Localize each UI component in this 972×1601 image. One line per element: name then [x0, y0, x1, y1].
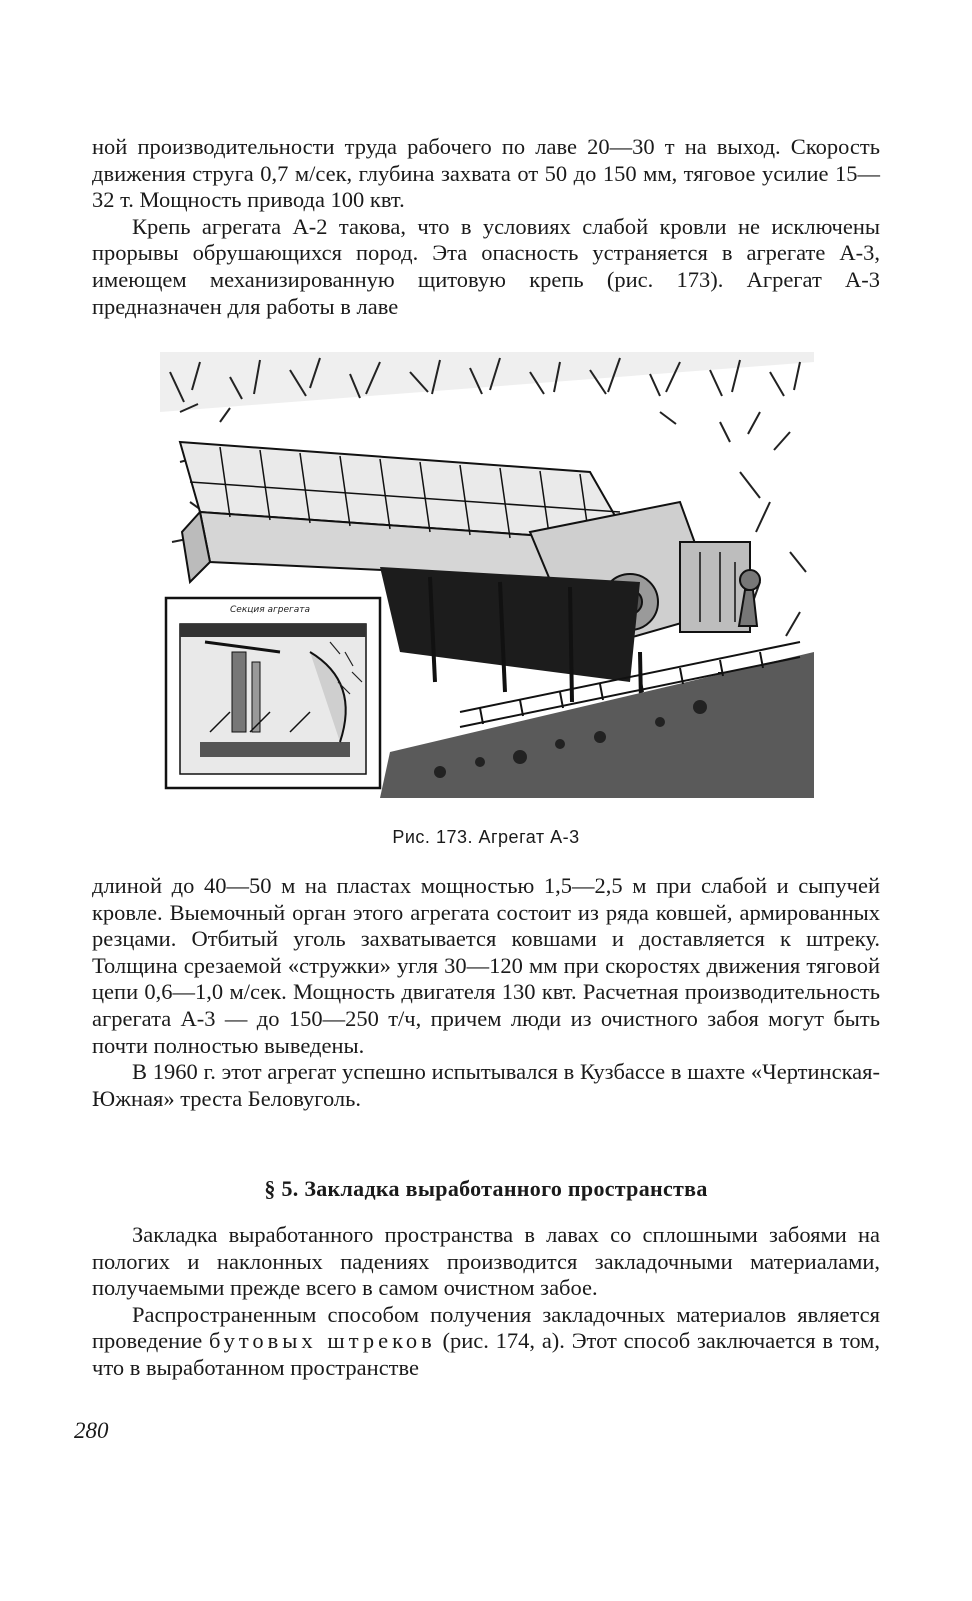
paragraph-end: (рис. 174, а). Этот способ заключается в том, что в выработанном пространстве [92, 1328, 881, 1380]
aggregate-a3-drawing [160, 352, 814, 798]
bottom-text-block [92, 1222, 880, 1382]
top-text-block [92, 134, 880, 320]
figure-caption: Рис. 173. Агрегат А-3 [392, 827, 580, 847]
section-heading: § 5. Закладка выработанного пространства [264, 1176, 708, 1201]
middle-text-block [92, 873, 880, 1112]
paragraph-rasprostranennym [92, 1302, 880, 1382]
paragraph-zakladka: Закладка выработанного пространства в лавах со сплошными забоями на пологих и наклонных падениях производится закладочными материалами, получаемыми прежде всего в самом очистном забое. [92, 1222, 880, 1301]
paragraph-1960: В 1960 г. этот агрегат успешно испытывался в Кузбассе в шахте «Чертинская-Южная» треста Беловуголь. [92, 1059, 880, 1111]
spaced-term: бутовых штреков [209, 1328, 436, 1354]
paragraph-continued: ной производительности труда рабочего по лаве 20—30 т на выход. Скорость движения струга 0,7 м/сек, глубина захвата от 50 до 150 мм, тяговое усилие 15—32 т. Мощность привода 100 квт. [92, 134, 880, 213]
page-number: 280 [74, 1418, 109, 1443]
inset-section-diagram [166, 598, 380, 788]
inset-label: Секция агрегата [230, 605, 311, 615]
figure-173-illustration [160, 352, 814, 798]
paragraph-start: Распространенным способом получения закладочных материалов является проведение [92, 1301, 880, 1354]
paragraph-krep: Крепь агрегата А-2 такова, что в условиях слабой кровли не исключены прорывы обрушающихся пород. Эта опасность устраняется в агрегате А-3, имеющем механизированную щитовую крепь (рис. 173). Агрегат А-3 предназначен для работы в лаве [92, 213, 880, 319]
paragraph-dlinoy: длиной до 40—50 м на пластах мощностью 1,5—2,5 м при слабой и сыпучей кровле. Выемочный орган этого агрегата состоит из ряда ковшей, армированных резцами. Отбитый уголь захватывается ковшами и доставляется к штреку. Толщина срезаемой «стружки» угля 30—120 мм при скоростях движения тяговой цепи 0,6—1,0 м/сек. Мощность двигателя 130 квт. Расчетная производительность агрегата А-3 — до 150—250 т/ч, причем люди из очистного забоя могут быть почти полностью выведены. [92, 873, 880, 1058]
